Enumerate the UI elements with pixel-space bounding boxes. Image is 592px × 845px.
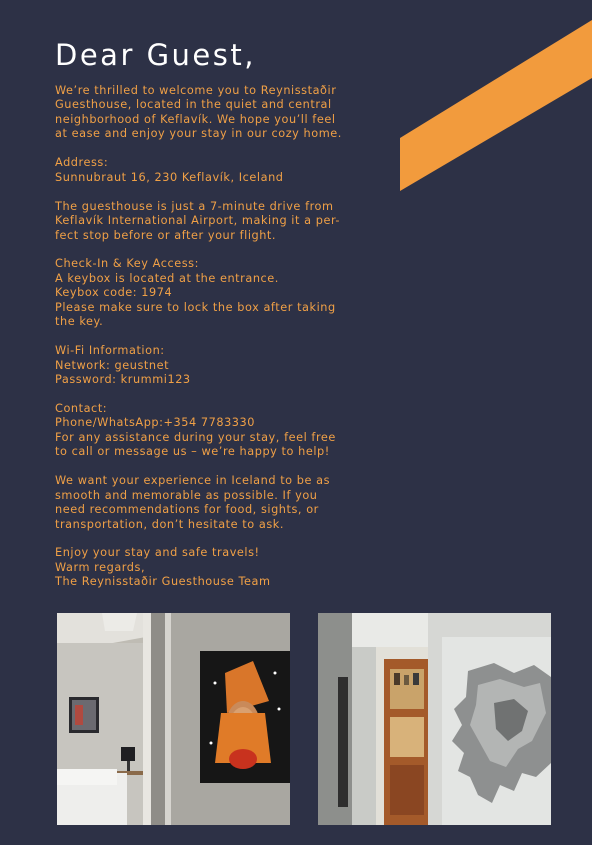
contact-phone: Phone/WhatsApp:+354 7783330: [55, 416, 256, 430]
welcome-paragraph: [55, 84, 395, 142]
text-line: Please make sure to lock the box after taking: [55, 300, 336, 314]
text-line: the key.: [55, 315, 104, 329]
checkin-label: Check-In & Key Access:: [55, 257, 199, 271]
location-paragraph: [55, 200, 395, 243]
address-label: Address:: [55, 156, 109, 170]
sign-off: Warm regards,: [55, 560, 146, 574]
address-value: Sunnubraut 16, 230 Keflavík, Iceland: [55, 170, 284, 184]
signature: The Reynisstaðir Guesthouse Team: [55, 575, 271, 589]
text-line: smooth and memorable as possible. If you: [55, 488, 318, 502]
keybox-code: Keybox code: 1974: [55, 286, 173, 300]
wifi-paragraph: [55, 344, 395, 387]
experience-paragraph: [55, 474, 395, 532]
text-line: Keflavík International Airport, making it a per-: [55, 214, 341, 228]
wifi-label: Wi-Fi Information:: [55, 344, 165, 358]
address-paragraph: [55, 156, 395, 185]
text-line: A keybox is located at the entrance.: [55, 271, 279, 285]
text-line: We want your experience in Iceland to be as: [55, 474, 331, 488]
text-line: Guesthouse, located in the quiet and central: [55, 98, 332, 112]
text-line: For any assistance during your stay, feel free: [55, 430, 336, 444]
wifi-password: Password: krummi123: [55, 373, 191, 386]
text-line: at ease and enjoy your stay in our cozy home.: [55, 127, 342, 141]
text-line: fect stop before or after your flight.: [55, 228, 277, 242]
greeting-heading: Dear Guest,: [55, 38, 256, 72]
bedroom-painting-photo: [57, 613, 290, 825]
letter-body: [55, 84, 395, 604]
text-line: need recommendations for food, sights, or: [55, 503, 319, 517]
contact-label: Contact:: [55, 401, 108, 415]
text-line: We’re thrilled to welcome you to Reynisstaðir: [55, 84, 337, 97]
wifi-network: Network: geustnet: [55, 358, 170, 372]
text-line: to call or message us – we’re happy to help!: [55, 445, 330, 459]
contact-paragraph: [55, 402, 395, 460]
text-line: Enjoy your stay and safe travels!: [55, 546, 260, 560]
closing-paragraph: [55, 546, 395, 589]
text-line: The guesthouse is just a 7-minute drive from: [55, 199, 334, 213]
checkin-paragraph: [55, 257, 395, 329]
text-line: neighborhood of Keflavík. We hope you’ll feel: [55, 112, 336, 126]
hallway-map-art-photo: [318, 613, 551, 825]
text-line: transportation, don’t hesitate to ask.: [55, 517, 285, 531]
